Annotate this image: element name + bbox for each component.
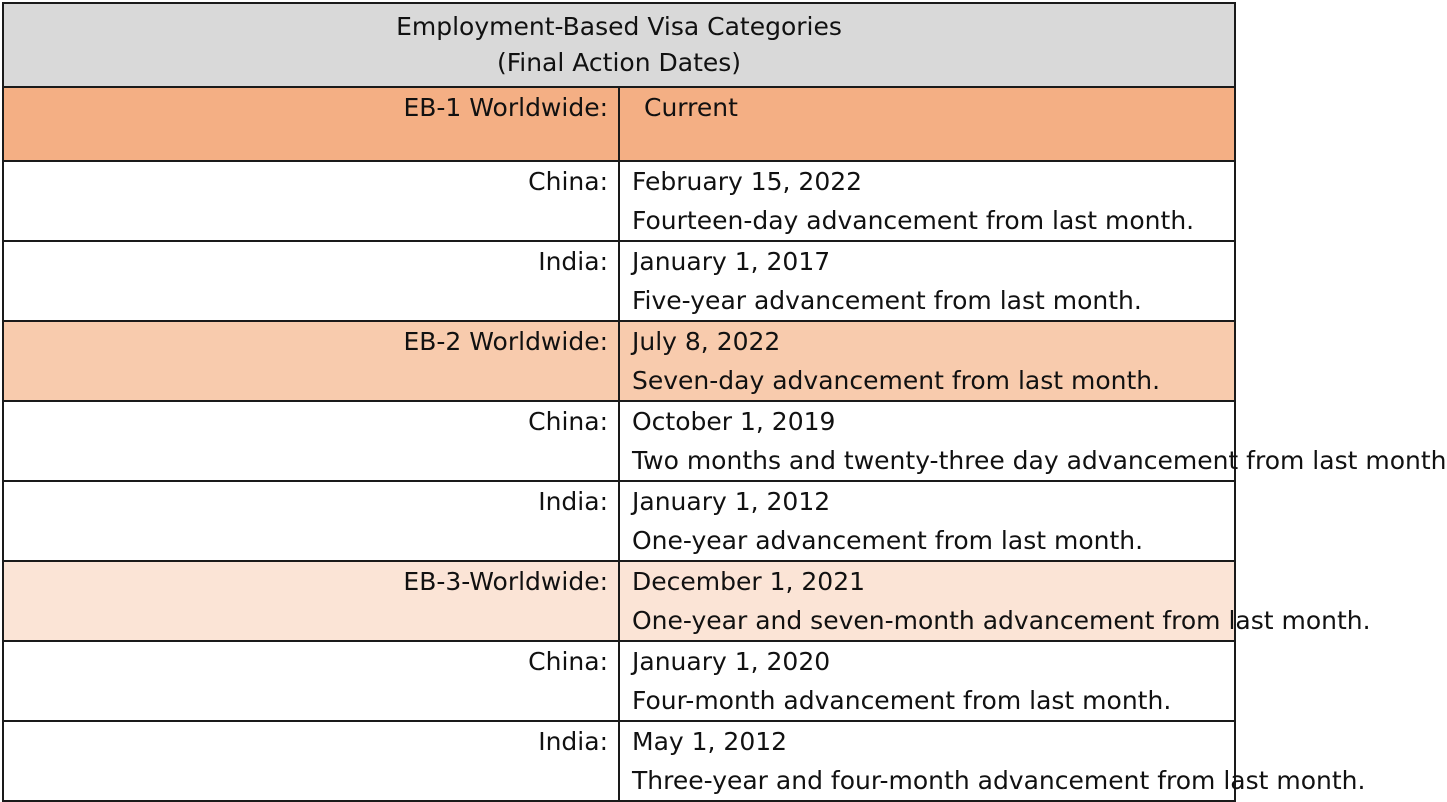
table-title [3,3,1235,87]
category-value [619,321,1235,401]
category-value [619,161,1235,241]
advancement-note: Five-year advancement from last month. [632,286,1142,315]
category-label: EB-1 Worldwide: [3,87,619,161]
final-action-date: February 15, 2022 [632,167,863,196]
country-label: India: [3,241,619,321]
advancement-note: Three-year and four-month advancement from last month. [632,766,1366,795]
category-label: EB-2 Worldwide: [3,321,619,401]
table-row-eb3-china [3,641,1235,721]
table-row-eb1-china [3,161,1235,241]
table-header-row [3,3,1235,87]
final-action-date: January 1, 2017 [632,247,831,276]
final-action-date: May 1, 2012 [632,727,788,756]
final-action-date: October 1, 2019 [632,407,836,436]
table-row-eb1-worldwide [3,87,1235,161]
category-value [619,481,1235,561]
advancement-note: Two months and twenty-three day advancement from last month [632,446,1447,475]
table-row-eb3-india [3,721,1235,801]
final-action-date: January 1, 2020 [632,647,831,676]
table-row-eb2-china [3,401,1235,481]
visa-bulletin-table [2,2,1447,802]
country-label: China: [3,641,619,721]
category-label: EB-3-Worldwide: [3,561,619,641]
country-label: India: [3,481,619,561]
final-action-date: January 1, 2012 [632,487,831,516]
category-value [619,721,1366,801]
advancement-note: One-year advancement from last month. [632,526,1144,555]
category-value [619,87,1235,161]
country-label: China: [3,161,619,241]
category-value [619,241,1235,321]
table-row-eb1-india [3,241,1235,321]
final-action-date: July 8, 2022 [632,327,781,356]
category-value [619,561,1371,641]
advancement-note: Four-month advancement from last month. [632,686,1172,715]
table-row-eb3-worldwide [3,561,1235,641]
category-value [619,401,1447,481]
final-action-date: Current [644,93,738,122]
advancement-note: Seven-day advancement from last month. [632,366,1161,395]
table-title-line2: (Final Action Dates) [496,48,742,77]
table-title-line1: Employment-Based Visa Categories [396,12,842,41]
table-row-eb2-worldwide [3,321,1235,401]
country-label: China: [3,401,619,481]
advancement-note: One-year and seven-month advancement from last month. [632,606,1371,635]
category-value [619,641,1235,721]
country-label: India: [3,721,619,801]
advancement-note: Fourteen-day advancement from last month. [632,206,1195,235]
final-action-date: December 1, 2021 [632,567,866,596]
table-row-eb2-india [3,481,1235,561]
